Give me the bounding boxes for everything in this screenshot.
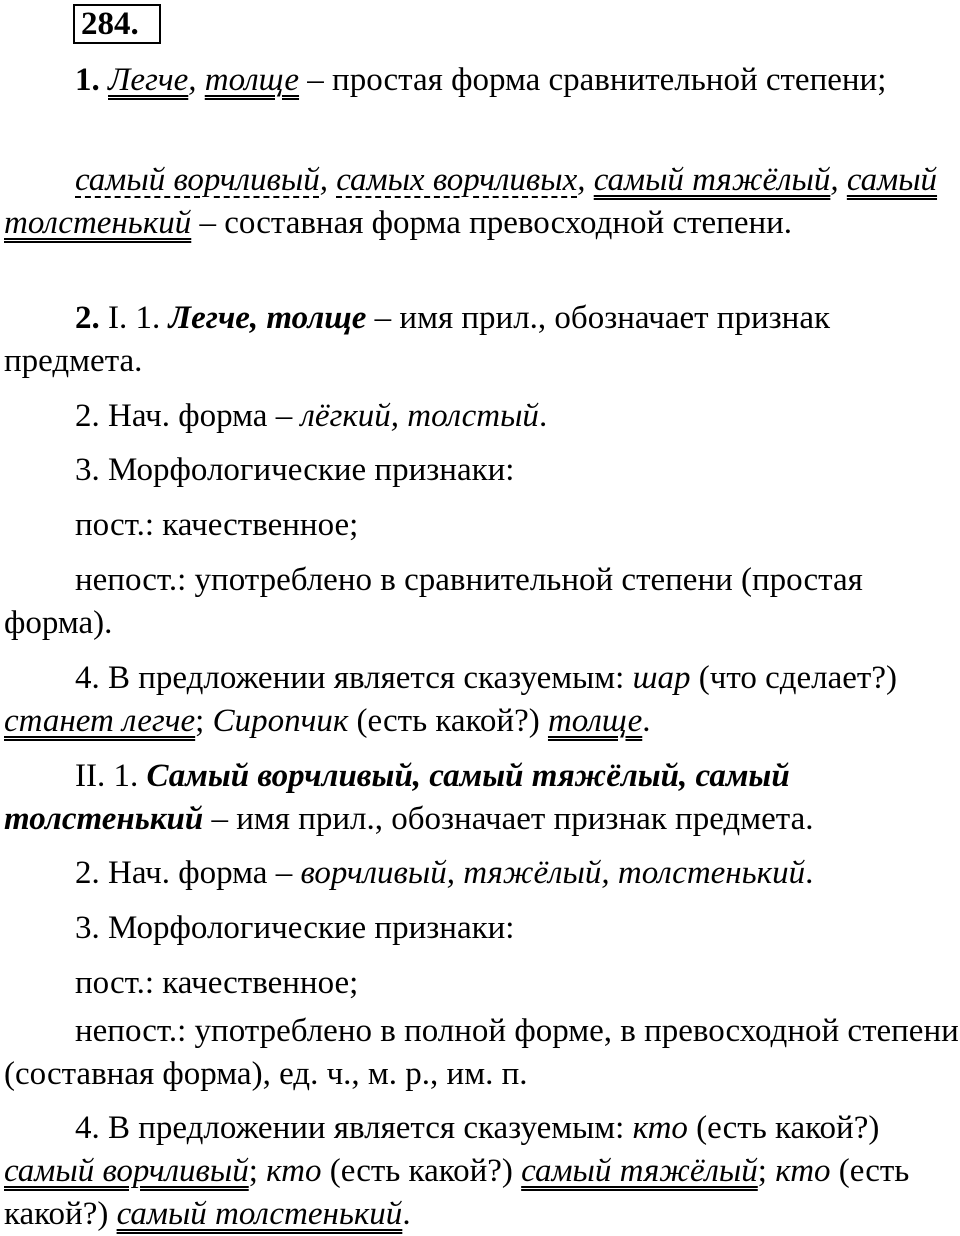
initial-form: лёгкий, толстый bbox=[300, 398, 539, 434]
paragraph-text: – составная форма превосходной степени. bbox=[191, 205, 793, 241]
paragraph-6: пост.: качественное; bbox=[75, 507, 359, 543]
paragraph-7: непост.: употреблено в сравнительной степени (простая форма). bbox=[4, 562, 863, 641]
predicate: станет легче bbox=[4, 703, 196, 739]
predicate: самый ворчливый bbox=[4, 1153, 249, 1189]
question: (есть какой?) bbox=[687, 1110, 880, 1146]
comparative-word: Легче bbox=[108, 62, 189, 98]
predicate: толще bbox=[547, 703, 643, 739]
question: (есть какой?) bbox=[4, 1153, 910, 1232]
superlative-predicate: самый толстенький bbox=[4, 162, 938, 241]
paragraph-text: 4. В предложении является сказуемым: bbox=[75, 660, 633, 696]
bold-italic-words: Легче, толще bbox=[168, 300, 367, 336]
period: . bbox=[538, 398, 548, 434]
predicate: самый толстенький bbox=[116, 1196, 403, 1232]
paragraph-5: 3. Морфологические признаки: bbox=[75, 452, 515, 488]
subject: кто bbox=[775, 1153, 831, 1189]
paragraph-11: 3. Морфологические признаки: bbox=[75, 910, 515, 946]
paragraph-1 bbox=[4, 59, 960, 102]
comparative-word: толще bbox=[204, 62, 300, 98]
paragraph-text: 2. Нач. форма – bbox=[75, 855, 301, 891]
separator: ; bbox=[757, 1153, 776, 1189]
separator: , bbox=[319, 162, 337, 198]
roman-numeral: II. 1. bbox=[75, 758, 147, 794]
superlative-definition: самый ворчливый bbox=[75, 162, 320, 198]
period: . bbox=[642, 703, 651, 739]
period: . bbox=[805, 855, 814, 891]
question: (есть какой?) bbox=[348, 703, 548, 739]
paragraph-3 bbox=[4, 297, 960, 383]
roman-numeral: I. 1. bbox=[99, 300, 169, 336]
paragraph-12: пост.: качественное; bbox=[75, 965, 359, 1001]
paragraph-text: 4. В предложении является сказуемым: bbox=[75, 1110, 633, 1146]
bold-italic-words: Самый ворчливый, самый тяжёлый, самый толстенький bbox=[4, 758, 790, 837]
paragraph-text: – имя прил., обозначает признак предмета. bbox=[203, 801, 814, 837]
separator: , bbox=[577, 162, 594, 198]
item-number: 1. bbox=[75, 62, 100, 98]
question: (что сделает?) bbox=[690, 660, 897, 696]
paragraph-text: – простая форма сравнительной степени; bbox=[299, 62, 887, 98]
paragraph-2 bbox=[4, 159, 960, 245]
paragraph-10 bbox=[4, 852, 960, 895]
initial-form: ворчливый, тяжёлый, толстенький bbox=[300, 855, 806, 891]
superlative-definition: самых ворчливых bbox=[336, 162, 578, 198]
separator: ; bbox=[195, 703, 213, 739]
subject: Сиропчик bbox=[212, 703, 349, 739]
separator: , bbox=[188, 62, 205, 98]
paragraph-text: 2. Нач. форма – bbox=[75, 398, 301, 434]
paragraph-4 bbox=[4, 395, 960, 438]
paragraph-13: непост.: употреблено в полной форме, в превосходной степени (составная форма), ед. ч., м. р., им. п. bbox=[4, 1013, 959, 1092]
separator: , bbox=[830, 162, 847, 198]
subject: шар bbox=[632, 660, 691, 696]
paragraph-14 bbox=[4, 1107, 960, 1236]
paragraph-text: – имя прил., обозначает признак предмета. bbox=[4, 300, 831, 379]
task-number: 284. bbox=[73, 4, 161, 44]
paragraph-9 bbox=[4, 755, 960, 841]
period: . bbox=[402, 1196, 411, 1232]
paragraph-8 bbox=[4, 657, 960, 743]
subject: кто bbox=[632, 1110, 688, 1146]
superlative-predicate: самый тяжёлый bbox=[593, 162, 831, 198]
predicate: самый тяжёлый bbox=[521, 1153, 758, 1189]
subject: кто bbox=[266, 1153, 322, 1189]
separator: ; bbox=[248, 1153, 267, 1189]
item-number: 2. bbox=[75, 300, 100, 336]
question: (есть какой?) bbox=[321, 1153, 522, 1189]
